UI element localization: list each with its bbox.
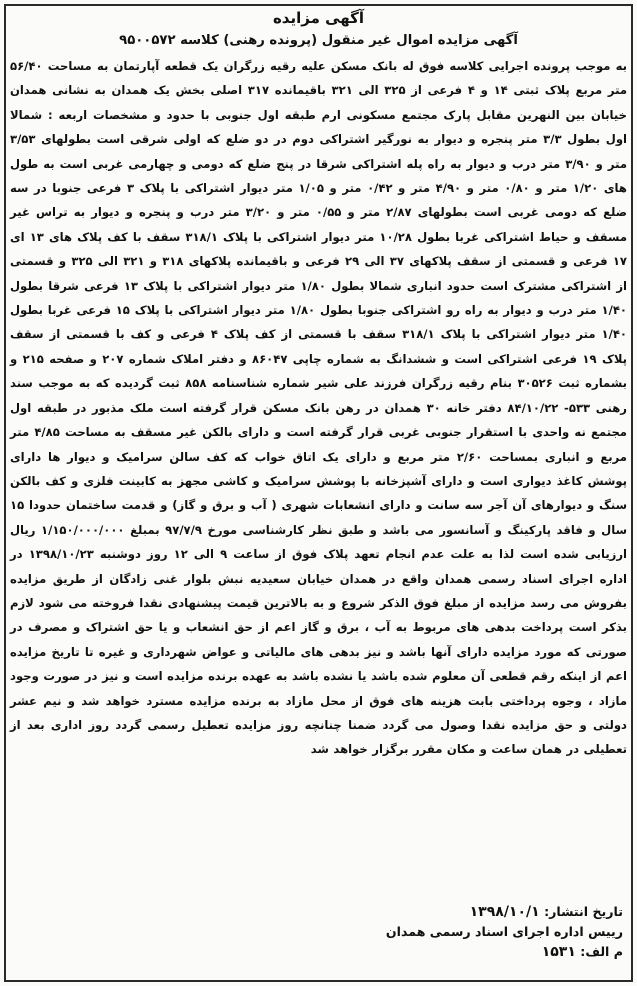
notice-title: آگهی مزایده — [272, 9, 365, 27]
notice-footer — [386, 902, 623, 962]
notice-content — [10, 6, 627, 762]
publish-date: ۱۳۹۸/۱۰/۱ — [469, 904, 540, 920]
reference-line — [386, 942, 623, 962]
notice-body: به موجب پرونده اجرایی کلاسه فوق له بانک مسکن علیه رقیه زرگران یک قطعه آپارتمان به مساحت ۵۶/۴۰ متر مربع پلاک ثبتی ۱۴ و ۴ فرعی از ۳۲۵ الی ۳۲۱ باقیمانده ۳۱۷ اصلی بخش یک همدان به نشانی همدان خیابان بین النهرین مقابل پارک مجتمع مسکونی ارم طبقه اول جنوبی با حدود و مشخصات اربعه : شمالا اول بطول ۳/۳ متر پنجره و دیوار به نورگیر اشتراکی دوم در دو ضلع که اولی شرقی است بطولهای ۳/۵۳ متر و ۳/۹۰ متر درب و دیوار به راه پله اشتراکی شرقا در پنج ضلع که دومی و چهارمی غربی است به طول های ۱/۲۰ متر و ۰/۸۰ متر و ۴/۹۰ متر و ۰/۴۲ متر و ۱/۰۵ متر دیوار اشتراکی با پلاک ۳ فرعی جنوبا در سه ضلع که دومی غربی است بطولهای ۲/۸۷ متر و ۰/۵۵ متر و ۳/۲۰ متر درب و پنجره و دیوار به تراس غیر مسقف و حیاط اشتراکی غربا بطول ۱۰/۲۸ متر دیوار اشتراکی با پلاک ۳۱۸/۱ سقف با کف پلاک های ۱۳ ای ۱۷ فرعی و قسمتی از سقف پلاکهای ۳۷ الی ۲۹ فرعی و باقیمانده پلاکهای ۳۱۸ و ۳۲۱ الی ۳۲۵ و قسمتی از اشتراکی مشترک است حدود انباری شمالا بطول ۱/۸۰ متر دیوار اشتراکی با پلاک ۱۳ فرعی شرقا بطول ۱/۴۰ متر درب و دیوار به راه رو اشتراکی جنوبا بطول ۱/۸۰ متر دیوار اشتراکی با پلاک ۱۵ فرعی غربا بطول ۱/۴۰ متر دیوار اشتراکی با پلاک ۳۱۸/۱ سقف با قسمتی از کف پلاک ۴ فرعی و کف با قسمتی از سقف پلاک ۱۹ فرعی اشتراکی است و ششدانگ به شماره چاپی ۸۶۰۴۷ و دفتر املاک شماره ۲۰۷ و صفحه ۲۱۵ و بشماره ثبت ۳۰۵۲۶ بنام رقیه زرگران فرزند علی شیر شماره شناسنامه ۸۵۸ ثبت گردیده که به موجب سند رهنی ۵۳۳- ۸۴/۱۰/۲۲ دفتر خانه ۳۰ همدان در رهن بانک مسکن قرار گرفته است ملک مذبور در طبقه اول مجتمع نه واحدی با استقرار جنوبی غربی قرار گرفته است و دارای بالکن غیر مسقف به مساحت ۴/۸۵ متر مربع و انباری بمساحت ۲/۶۰ متر مربع و دارای یک اتاق خواب که کف سالن سرامیک و دیوار ها دارای پوشش کاغذ دیواری است و دارای آشپزخانه با پوشش سرامیک و کاشی مجهز به کابینت فلزی و کف بالکن سنگ و دیوارهای آن آجر سه سانت و دارای انشعابات شهری ( آب و برق و گاز) و قدمت ساختمان حدودا ۱۵ سال و فاقد پارکینگ و آسانسور می باشد و طبق نظر کارشناسی مورخ ۹۷/۷/۹ بمبلغ ۱/۱۵۰/۰۰۰/۰۰۰ ریال ارزیابی شده است لذا به علت عدم انجام تعهد پلاک فوق از ساعت ۹ الی ۱۲ روز دوشنبه ۱۳۹۸/۱۰/۲۳ در اداره اجرای اسناد رسمی همدان واقع در همدان خیابان سعیدیه نبش بلوار غنی زادگان از طریق مزایده بفروش می رسد مزایده از مبلغ فوق الذکر شروع و به بالاترین قیمت پیشنهادی نقدا فروخته می شود لازم بذکر است پرداخت بدهی های مربوط به آب ، برق و گاز اعم از حق انشعاب و یا حق اشتراک و مصرف در صورتی که مورد مزایده دارای آنها باشد و نیز بدهی های مالیاتی و عواض شهرداری و غیره تا تاریخ مزایده اعم از اینکه رقم قطعی آن معلوم شده باشد یا نشده باشد به عهده برنده مزایده است و نیز در صورت وجود مازاد ، وجوه پرداختی بابت هزینه های فوق از محل مازاد به برنده مزایده مسترد خواهد شد و نیم عشر دولتی و حق مزایده نقدا وصول می گردد ضمنا چنانچه روز مزایده تعطیل رسمی گردد روز اداری بعد از تعطیلی در همان ساعت و مکان مقرر برگزار خواهد شد — [10, 59, 628, 757]
notice-subtitle: آگهی مزایده اموال غیر منقول (پرونده رهنی) کلاسه ۹۵۰۰۵۷۲ — [119, 33, 518, 48]
reference-number: ۱۵۳۱ — [541, 944, 576, 960]
publish-date-label: تاریخ انتشار: — [544, 904, 623, 919]
reference-label: م الف: — [580, 944, 623, 959]
signature: رییس اداره اجرای اسناد رسمی همدان — [385, 924, 623, 939]
publish-date-line — [386, 902, 623, 922]
